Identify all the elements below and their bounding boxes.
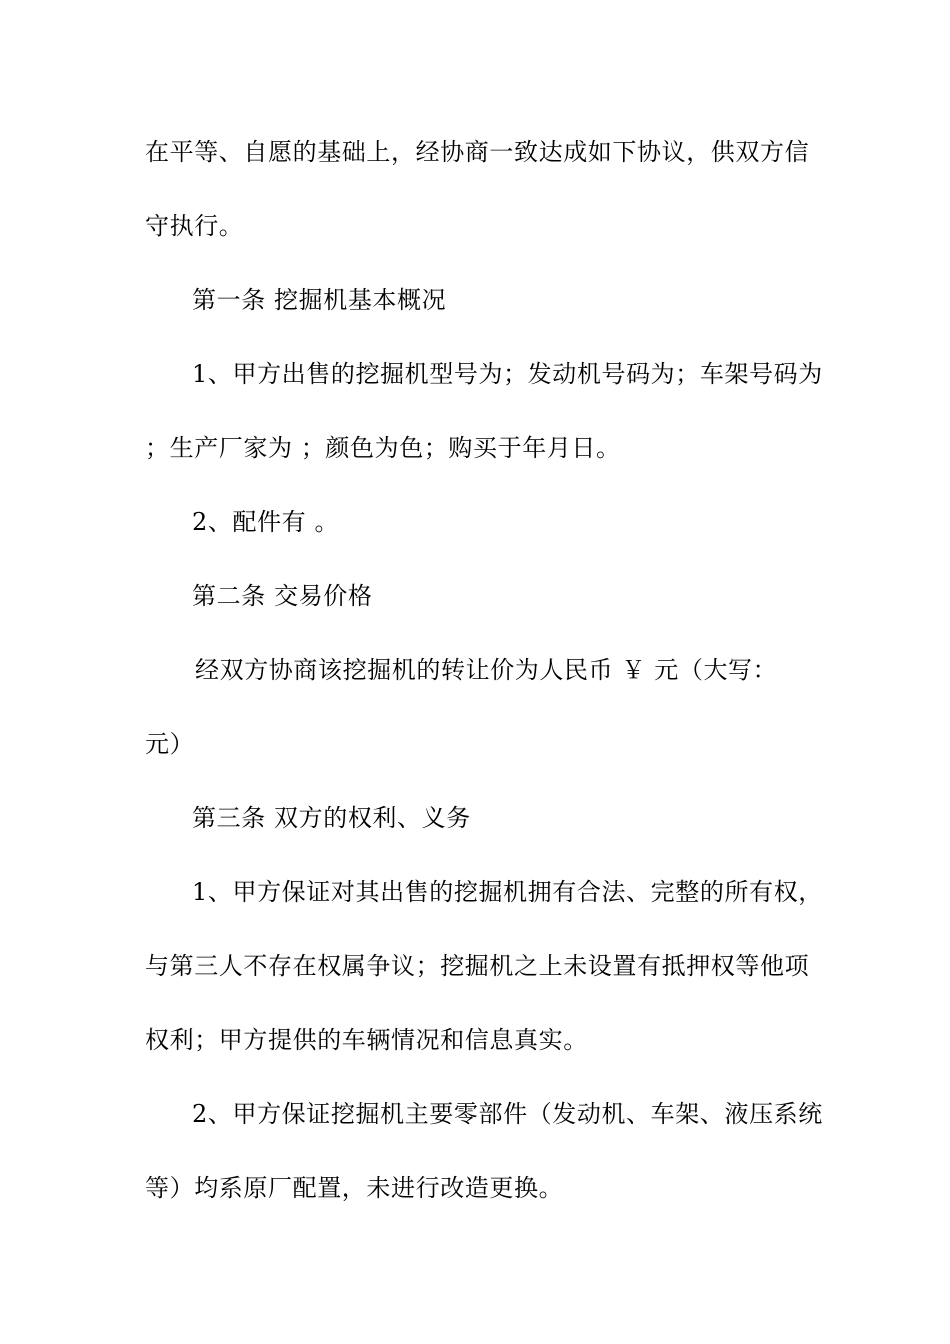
paragraph-line: ；生产厂家为 ；颜色为色；购买于年月日。 bbox=[145, 434, 621, 462]
paragraph-line: 1、甲方出售的挖掘机型号为；发动机号码为；车架号码为 bbox=[192, 360, 823, 388]
section-heading-1: 第一条 挖掘机基本概况 bbox=[192, 286, 447, 314]
paragraph-line: 与第三人不存在权属争议；挖掘机之上未设置有抵押权等他项 bbox=[145, 952, 810, 980]
paragraph-line: 等）均系原厂配置，未进行改造更换。 bbox=[145, 1174, 564, 1202]
paragraph-line: 1、甲方保证对其出售的挖掘机拥有合法、完整的所有权， bbox=[192, 878, 823, 906]
paragraph-line: 经双方协商该挖掘机的转让价为人民币 ￥ 元（大写： bbox=[195, 656, 778, 684]
paragraph-line: 在平等、自愿的基础上，经协商一致达成如下协议，供双方信 bbox=[145, 138, 810, 166]
paragraph-line: 守执行。 bbox=[145, 212, 244, 240]
paragraph-line: 元） bbox=[145, 730, 195, 758]
paragraph-line: 2、配件有 。 bbox=[192, 508, 340, 536]
paragraph-line: 2、甲方保证挖掘机主要零部件（发动机、车架、液压系统 bbox=[192, 1100, 823, 1128]
section-heading-2: 第二条 交易价格 bbox=[192, 582, 373, 610]
paragraph-line: 权利；甲方提供的车辆情况和信息真实。 bbox=[145, 1026, 588, 1054]
section-heading-3: 第三条 双方的权利、义务 bbox=[192, 804, 471, 832]
